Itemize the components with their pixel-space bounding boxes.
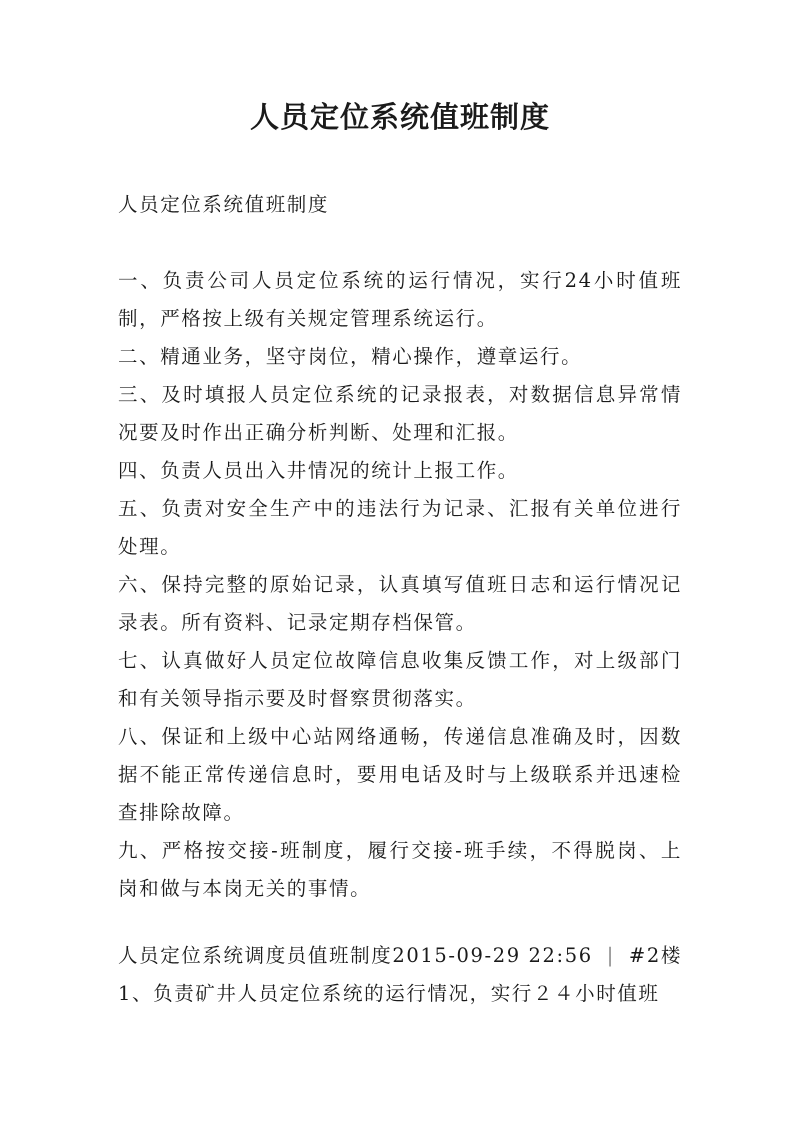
post-separator: | bbox=[606, 944, 615, 967]
rule-item: 三、及时填报人员定位系统的记录报表，对数据信息异常情况要及时作出正确分析判断、处理和汇报。 bbox=[118, 383, 682, 444]
post-floor: #2楼 bbox=[628, 944, 682, 967]
post-header bbox=[118, 937, 682, 975]
rule-item: 九、严格按交接-班制度，履行交接-班手续，不得脱岗、上岗和做与本岗无关的事情。 bbox=[118, 839, 682, 900]
post-title: 人员定位系统调度员值班制度 bbox=[118, 944, 393, 967]
rule-item: 五、负责对安全生产中的违法行为记录、汇报有关单位进行处理。 bbox=[118, 497, 682, 558]
document-title: 人员定位系统值班制度 bbox=[249, 100, 550, 134]
post-date: 2015-09-29 22:56 bbox=[392, 944, 593, 967]
rule-item: 八、保证和上级中心站网络通畅，传递信息准确及时，因数据不能正常传递信息时，要用电话及时与上级联系并迅速检查排除故障。 bbox=[118, 725, 682, 824]
rule-item: 六、保持完整的原始记录，认真填写值班日志和运行情况记录表。所有资料、记录定期存档保管。 bbox=[118, 573, 682, 634]
forum-post bbox=[118, 937, 682, 1013]
rules-list bbox=[118, 262, 682, 908]
rule-item: 四、负责人员出入井情况的统计上报工作。 bbox=[118, 459, 519, 482]
rule-item: 七、认真做好人员定位故障信息收集反馈工作，对上级部门和有关领导指示要及时督察贯彻落实。 bbox=[118, 649, 682, 710]
rule-item: 一、负责公司人员定位系统的运行情况，实行24小时值班制，严格按上级有关规定管理系统运行。 bbox=[118, 269, 682, 330]
document-subtitle: 人员定位系统值班制度 bbox=[118, 193, 330, 216]
rule-item: 二、精通业务，坚守岗位，精心操作，遵章运行。 bbox=[118, 345, 583, 368]
post-first-line: 1、负责矿井人员定位系统的运行情况，实行２４小时值班 bbox=[118, 982, 660, 1005]
